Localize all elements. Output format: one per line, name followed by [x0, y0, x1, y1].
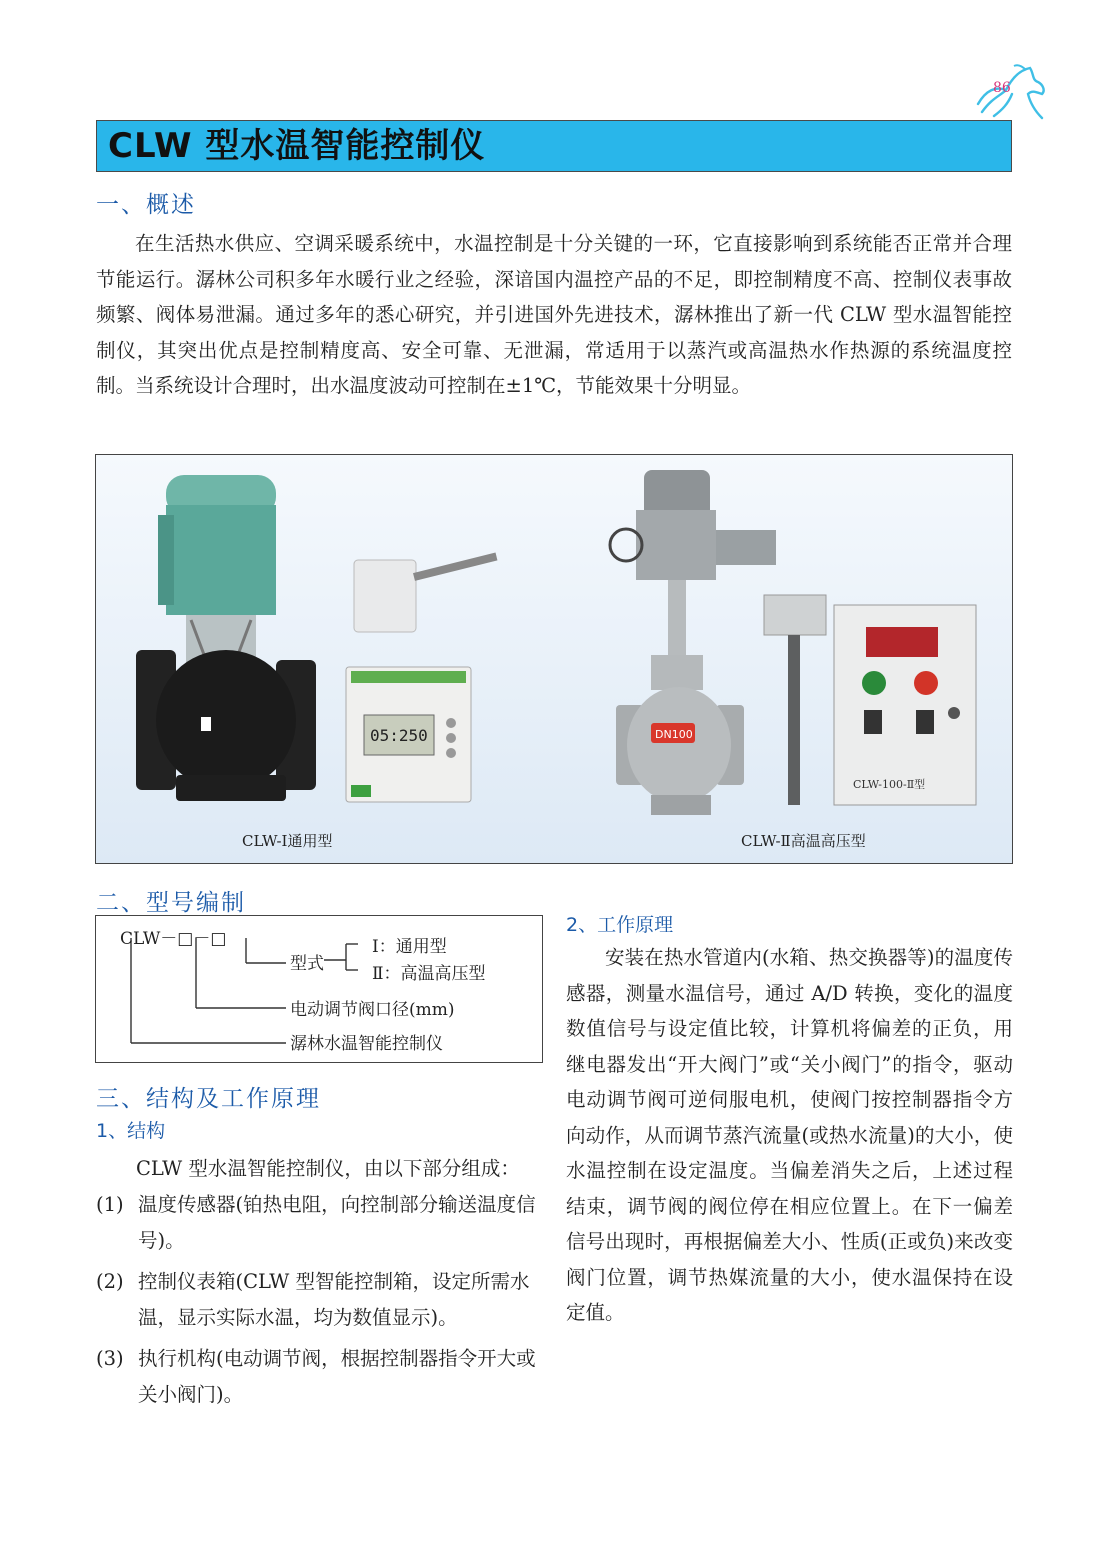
page-number: 86: [993, 80, 1011, 96]
page-title: CLW 型水温智能控制仪: [108, 126, 486, 166]
model-diameter: 电动调节阀口径(mm): [290, 1000, 455, 1020]
overview-heading: 一、概述: [96, 192, 196, 218]
structure-item-2: 控制仪表箱(CLW 型智能控制箱，设定所需水温，显示实际水温，均为数值显示)。: [138, 1270, 530, 1329]
valve-size-label: DN100: [655, 728, 693, 741]
product-photo-panel: [95, 454, 1013, 864]
valve-type1-image: [136, 475, 316, 801]
structure-item-1: 温度传感器(铂热电阻，向控制部分输送温度信号)。: [138, 1193, 536, 1252]
product-illustration: [96, 455, 1012, 863]
model-product: 潺林水温智能控制仪: [290, 1034, 443, 1054]
controller-display-text: 05:250: [370, 726, 428, 745]
temperature-sensor2-image: [764, 595, 826, 805]
structure-item-num-3: (3): [96, 1347, 124, 1370]
structure-heading: 三、结构及工作原理: [96, 1086, 321, 1112]
model-type-label: 型式: [290, 954, 324, 974]
model-type2: Ⅱ：高温高压型: [372, 964, 486, 984]
control-cabinet-image: [834, 605, 976, 805]
model-code-text: CLW－□－□: [120, 929, 227, 949]
overview-paragraph: 在生活热水供应、空调采暖系统中，水温控制是十分关键的一环，它直接影响到系统能否正常并合理节能运行。潺林公司积多年水暖行业之经验，深谙国内温控产品的不足，即控制精度不高、控制仪表事故频繁、阀体易泄漏。通过多年的悉心研究，并引进国外先进技术，潺林推出了新一代 CLW 型水温智能控制仪，其突出优点是控制精度高、安全可靠、无泄漏，常适用于以蒸汽或高温热水作热源的系统温度控制。当系统设计合理时，出水温度波动可控制在±1℃，节能效果十分明显。: [96, 232, 1012, 397]
cabinet-label: CLW-100-Ⅱ型: [853, 778, 926, 791]
structure-subheading: 1、结构: [96, 1120, 166, 1142]
controller-module-image: [346, 667, 471, 802]
principle-paragraph: 安装在热水管道内(水箱、热交换器等)的温度传感器，测量水温信号，通过 A/D 转换，变化的温度数值信号与设定值比较，计算机将偏差的正负，用继电器发出“开大阀门”或“关小阀门”的指令，驱动电动调节阀可逆伺服电机，使阀门按控制器指令方向动作，从而调节蒸汽流量(或热水流量)的大小，使水温控制在设定温度。当偏差消失之后，上述过程结束，调节阀的阀位停在相应位置上。在下一偏差信号出现时，再根据偏差大小、性质(正或负)来改变阀门位置，调节热媒流量的大小，使水温保持在设定值。: [566, 946, 1013, 1324]
structure-item-num-1: (1): [96, 1193, 124, 1216]
valve-type2-image: [610, 470, 776, 815]
caption-type1: CLW-Ⅰ通用型: [242, 832, 333, 850]
model-heading: 二、型号编制: [96, 890, 246, 916]
principle-subheading: 2、工作原理: [566, 914, 674, 936]
model-code-diagram: [95, 915, 543, 1063]
structure-intro: CLW 型水温智能控制仪，由以下部分组成：: [136, 1157, 520, 1180]
structure-item-num-2: (2): [96, 1270, 124, 1293]
structure-item-3: 执行机构(电动调节阀，根据控制器指令开大或关小阀门)。: [138, 1347, 536, 1406]
caption-type2: CLW-Ⅱ高温高压型: [741, 832, 866, 850]
model-type1: Ⅰ：通用型: [372, 937, 447, 957]
temperature-sensor-image: [354, 553, 497, 632]
